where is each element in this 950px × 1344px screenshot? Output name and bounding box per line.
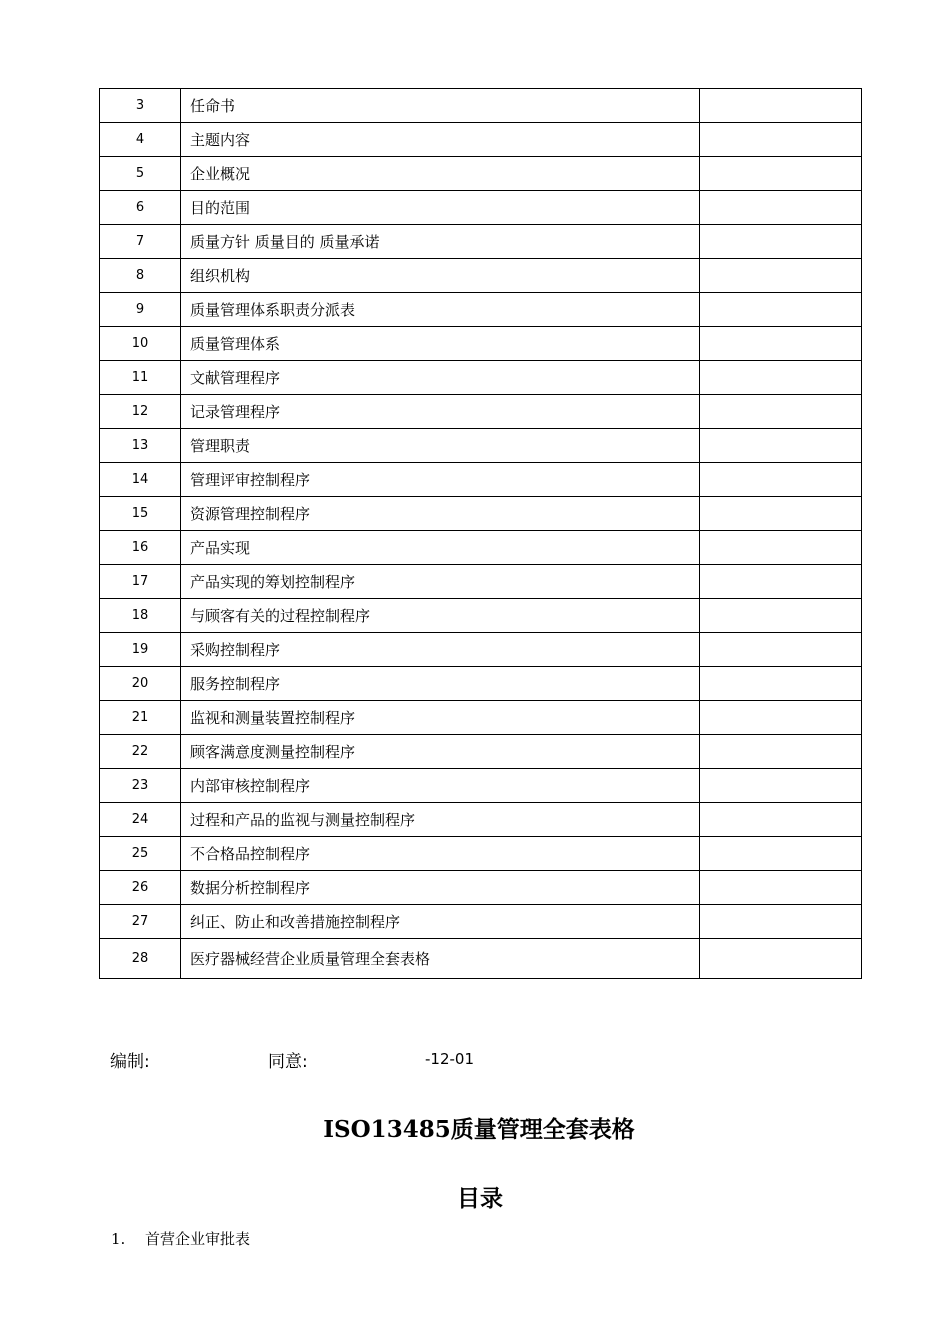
row-title-cell: 采购控制程序	[181, 633, 700, 667]
table-row	[100, 429, 862, 463]
row-number-cell: 3	[100, 89, 181, 123]
row-extra-cell	[700, 701, 862, 735]
row-title-cell: 任命书	[181, 89, 700, 123]
row-number-cell: 16	[100, 531, 181, 565]
table-row	[100, 769, 862, 803]
table-row	[100, 327, 862, 361]
row-number-cell: 23	[100, 769, 181, 803]
row-title-cell: 产品实现	[181, 531, 700, 565]
list-item-text: 首营企业审批表	[145, 1230, 251, 1248]
table-row	[100, 667, 862, 701]
row-number-cell: 22	[100, 735, 181, 769]
row-extra-cell	[700, 769, 862, 803]
row-title-cell: 企业概况	[181, 157, 700, 191]
table-row	[100, 701, 862, 735]
table-row	[100, 225, 862, 259]
row-extra-cell	[700, 429, 862, 463]
table-row	[100, 293, 862, 327]
row-title-cell: 产品实现的筹划控制程序	[181, 565, 700, 599]
row-extra-cell	[700, 633, 862, 667]
row-number-cell: 5	[100, 157, 181, 191]
row-extra-cell	[700, 259, 862, 293]
row-title-cell: 记录管理程序	[181, 395, 700, 429]
row-title-cell: 目的范围	[181, 191, 700, 225]
table-row	[100, 633, 862, 667]
row-number-cell: 9	[100, 293, 181, 327]
table-row	[100, 89, 862, 123]
table-row	[100, 735, 862, 769]
row-title-cell: 与顾客有关的过程控制程序	[181, 599, 700, 633]
row-extra-cell	[700, 735, 862, 769]
row-title-cell: 顾客满意度测量控制程序	[181, 735, 700, 769]
table-row	[100, 565, 862, 599]
row-extra-cell	[700, 225, 862, 259]
list-item-number: 1.	[111, 1230, 126, 1248]
row-title-cell: 管理职责	[181, 429, 700, 463]
row-extra-cell	[700, 395, 862, 429]
row-number-cell: 19	[100, 633, 181, 667]
table-row	[100, 463, 862, 497]
row-title-cell: 主题内容	[181, 123, 700, 157]
row-extra-cell	[700, 565, 862, 599]
document-subtitle: 目录	[457, 1185, 503, 1212]
document-title: ISO13485质量管理全套表格	[323, 1116, 635, 1143]
table-row	[100, 599, 862, 633]
table-row	[100, 191, 862, 225]
row-number-cell: 7	[100, 225, 181, 259]
toc-table	[99, 88, 862, 979]
row-number-cell: 28	[100, 939, 181, 979]
row-extra-cell	[700, 837, 862, 871]
table-row	[100, 871, 862, 905]
row-extra-cell	[700, 531, 862, 565]
row-title-cell: 内部审核控制程序	[181, 769, 700, 803]
row-number-cell: 11	[100, 361, 181, 395]
row-number-cell: 10	[100, 327, 181, 361]
table-row	[100, 157, 862, 191]
row-extra-cell	[700, 191, 862, 225]
row-extra-cell	[700, 939, 862, 979]
row-extra-cell	[700, 803, 862, 837]
row-title-cell: 质量管理体系	[181, 327, 700, 361]
table-row	[100, 905, 862, 939]
row-number-cell: 24	[100, 803, 181, 837]
row-title-cell: 组织机构	[181, 259, 700, 293]
row-title-cell: 过程和产品的监视与测量控制程序	[181, 803, 700, 837]
row-number-cell: 17	[100, 565, 181, 599]
row-title-cell: 文献管理程序	[181, 361, 700, 395]
row-number-cell: 27	[100, 905, 181, 939]
table-row	[100, 497, 862, 531]
row-number-cell: 6	[100, 191, 181, 225]
row-extra-cell	[700, 871, 862, 905]
row-extra-cell	[700, 89, 862, 123]
row-number-cell: 18	[100, 599, 181, 633]
row-title-cell: 医疗器械经营企业质量管理全套表格	[181, 939, 700, 979]
row-number-cell: 4	[100, 123, 181, 157]
table-row	[100, 259, 862, 293]
table-row	[100, 939, 862, 979]
row-extra-cell	[700, 463, 862, 497]
row-number-cell: 25	[100, 837, 181, 871]
table-row	[100, 837, 862, 871]
row-title-cell: 监视和测量装置控制程序	[181, 701, 700, 735]
row-title-cell: 不合格品控制程序	[181, 837, 700, 871]
row-title-cell: 管理评审控制程序	[181, 463, 700, 497]
table-row	[100, 395, 862, 429]
row-extra-cell	[700, 361, 862, 395]
row-number-cell: 26	[100, 871, 181, 905]
row-extra-cell	[700, 327, 862, 361]
row-title-cell: 质量管理体系职责分派表	[181, 293, 700, 327]
table-row	[100, 531, 862, 565]
row-extra-cell	[700, 157, 862, 191]
row-number-cell: 14	[100, 463, 181, 497]
toc-table-body	[100, 89, 862, 979]
row-extra-cell	[700, 905, 862, 939]
row-title-cell: 资源管理控制程序	[181, 497, 700, 531]
list-item	[111, 1228, 250, 1249]
approved-by-label: 同意:	[268, 1052, 308, 1072]
row-number-cell: 21	[100, 701, 181, 735]
row-title-cell: 纠正、防止和改善措施控制程序	[181, 905, 700, 939]
row-extra-cell	[700, 497, 862, 531]
row-extra-cell	[700, 293, 862, 327]
row-number-cell: 12	[100, 395, 181, 429]
row-number-cell: 13	[100, 429, 181, 463]
row-title-cell: 数据分析控制程序	[181, 871, 700, 905]
row-extra-cell	[700, 123, 862, 157]
row-number-cell: 8	[100, 259, 181, 293]
row-number-cell: 15	[100, 497, 181, 531]
row-title-cell: 服务控制程序	[181, 667, 700, 701]
row-title-cell: 质量方针 质量目的 质量承诺	[181, 225, 700, 259]
row-number-cell: 20	[100, 667, 181, 701]
row-extra-cell	[700, 667, 862, 701]
row-extra-cell	[700, 599, 862, 633]
table-row	[100, 123, 862, 157]
table-row	[100, 803, 862, 837]
signature-date: -12-01	[425, 1050, 474, 1068]
compiled-by-label: 编制:	[110, 1052, 150, 1072]
table-row	[100, 361, 862, 395]
